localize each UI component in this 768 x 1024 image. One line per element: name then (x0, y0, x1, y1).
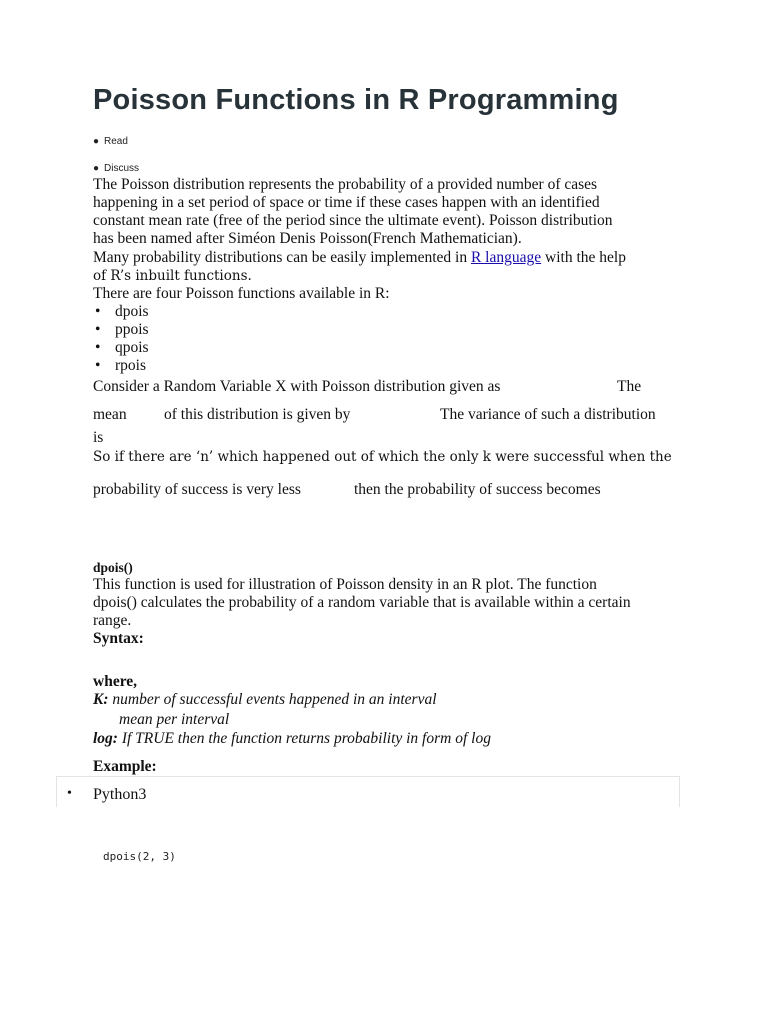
consider-text: The variance of such a distribution (440, 406, 656, 423)
bullet-icon: • (95, 357, 101, 374)
bullet-icon: • (95, 321, 101, 338)
consider-text: mean (93, 406, 127, 423)
where-label: where, (93, 673, 138, 690)
bullet-icon: ● (93, 136, 100, 147)
param-mean: mean per interval (119, 711, 230, 728)
consider-text: Consider a Random Variable X with Poisson distribution given as (93, 378, 501, 395)
consider-text: is (93, 429, 104, 446)
bullet-icon: • (67, 786, 72, 801)
consider-text: probability of success is very less (93, 481, 301, 498)
consider-text: So if there are ‘n’ which happened out of which the only k were successful when the (93, 449, 672, 465)
implementation-line: Many probability distributions can be easily implemented in R language with the help (93, 249, 626, 266)
implementation-line-2: of R’s inbuilt functions. (93, 268, 252, 284)
param-k: K: number of successful events happened in an interval (93, 691, 437, 708)
bullet-icon: • (95, 303, 101, 320)
page-title: Poisson Functions in R Programming (93, 84, 619, 116)
four-functions-text: There are four Poisson functions available in R: (93, 285, 390, 302)
syntax-label: Syntax: (93, 630, 144, 647)
param-log: log: If TRUE then the function returns probability in form of log (93, 730, 491, 747)
list-item: • dpois (95, 303, 149, 320)
code-block: dpois(2, 3) (103, 850, 176, 863)
tab-python3[interactable]: • Python3 (67, 786, 147, 803)
consider-text: The (617, 378, 642, 395)
bullet-icon: • (95, 339, 101, 356)
list-item: • rpois (95, 357, 146, 374)
intro-line: happening in a set period of space or time if these cases happen with an identified (93, 194, 600, 211)
intro-line: has been named after Siméon Denis Poisson(French Mathematician). (93, 230, 522, 247)
section-heading: dpois() (93, 560, 133, 575)
code-tab-bar (56, 776, 680, 807)
example-label: Example: (93, 758, 157, 775)
read-link[interactable]: ● Read (93, 136, 128, 147)
consider-text: then the probability of success becomes (354, 481, 601, 498)
bullet-icon: ● (93, 163, 100, 174)
consider-text: of this distribution is given by (164, 406, 351, 423)
r-language-link[interactable]: R language (470, 249, 542, 266)
intro-line: The Poisson distribution represents the probability of a provided number of cases (93, 176, 598, 193)
description-line: dpois() calculates the probability of a random variable that is available within a certain (93, 594, 631, 611)
description-line: This function is used for illustration of Poisson density in an R plot. The function (93, 576, 597, 593)
discuss-link[interactable]: ● Discuss (93, 163, 140, 174)
intro-line: constant mean rate (free of the period since the ultimate event). Poisson distribution (93, 212, 613, 229)
list-item: • ppois (95, 321, 149, 338)
list-item: • qpois (95, 339, 149, 356)
description-line: range. (93, 612, 132, 629)
